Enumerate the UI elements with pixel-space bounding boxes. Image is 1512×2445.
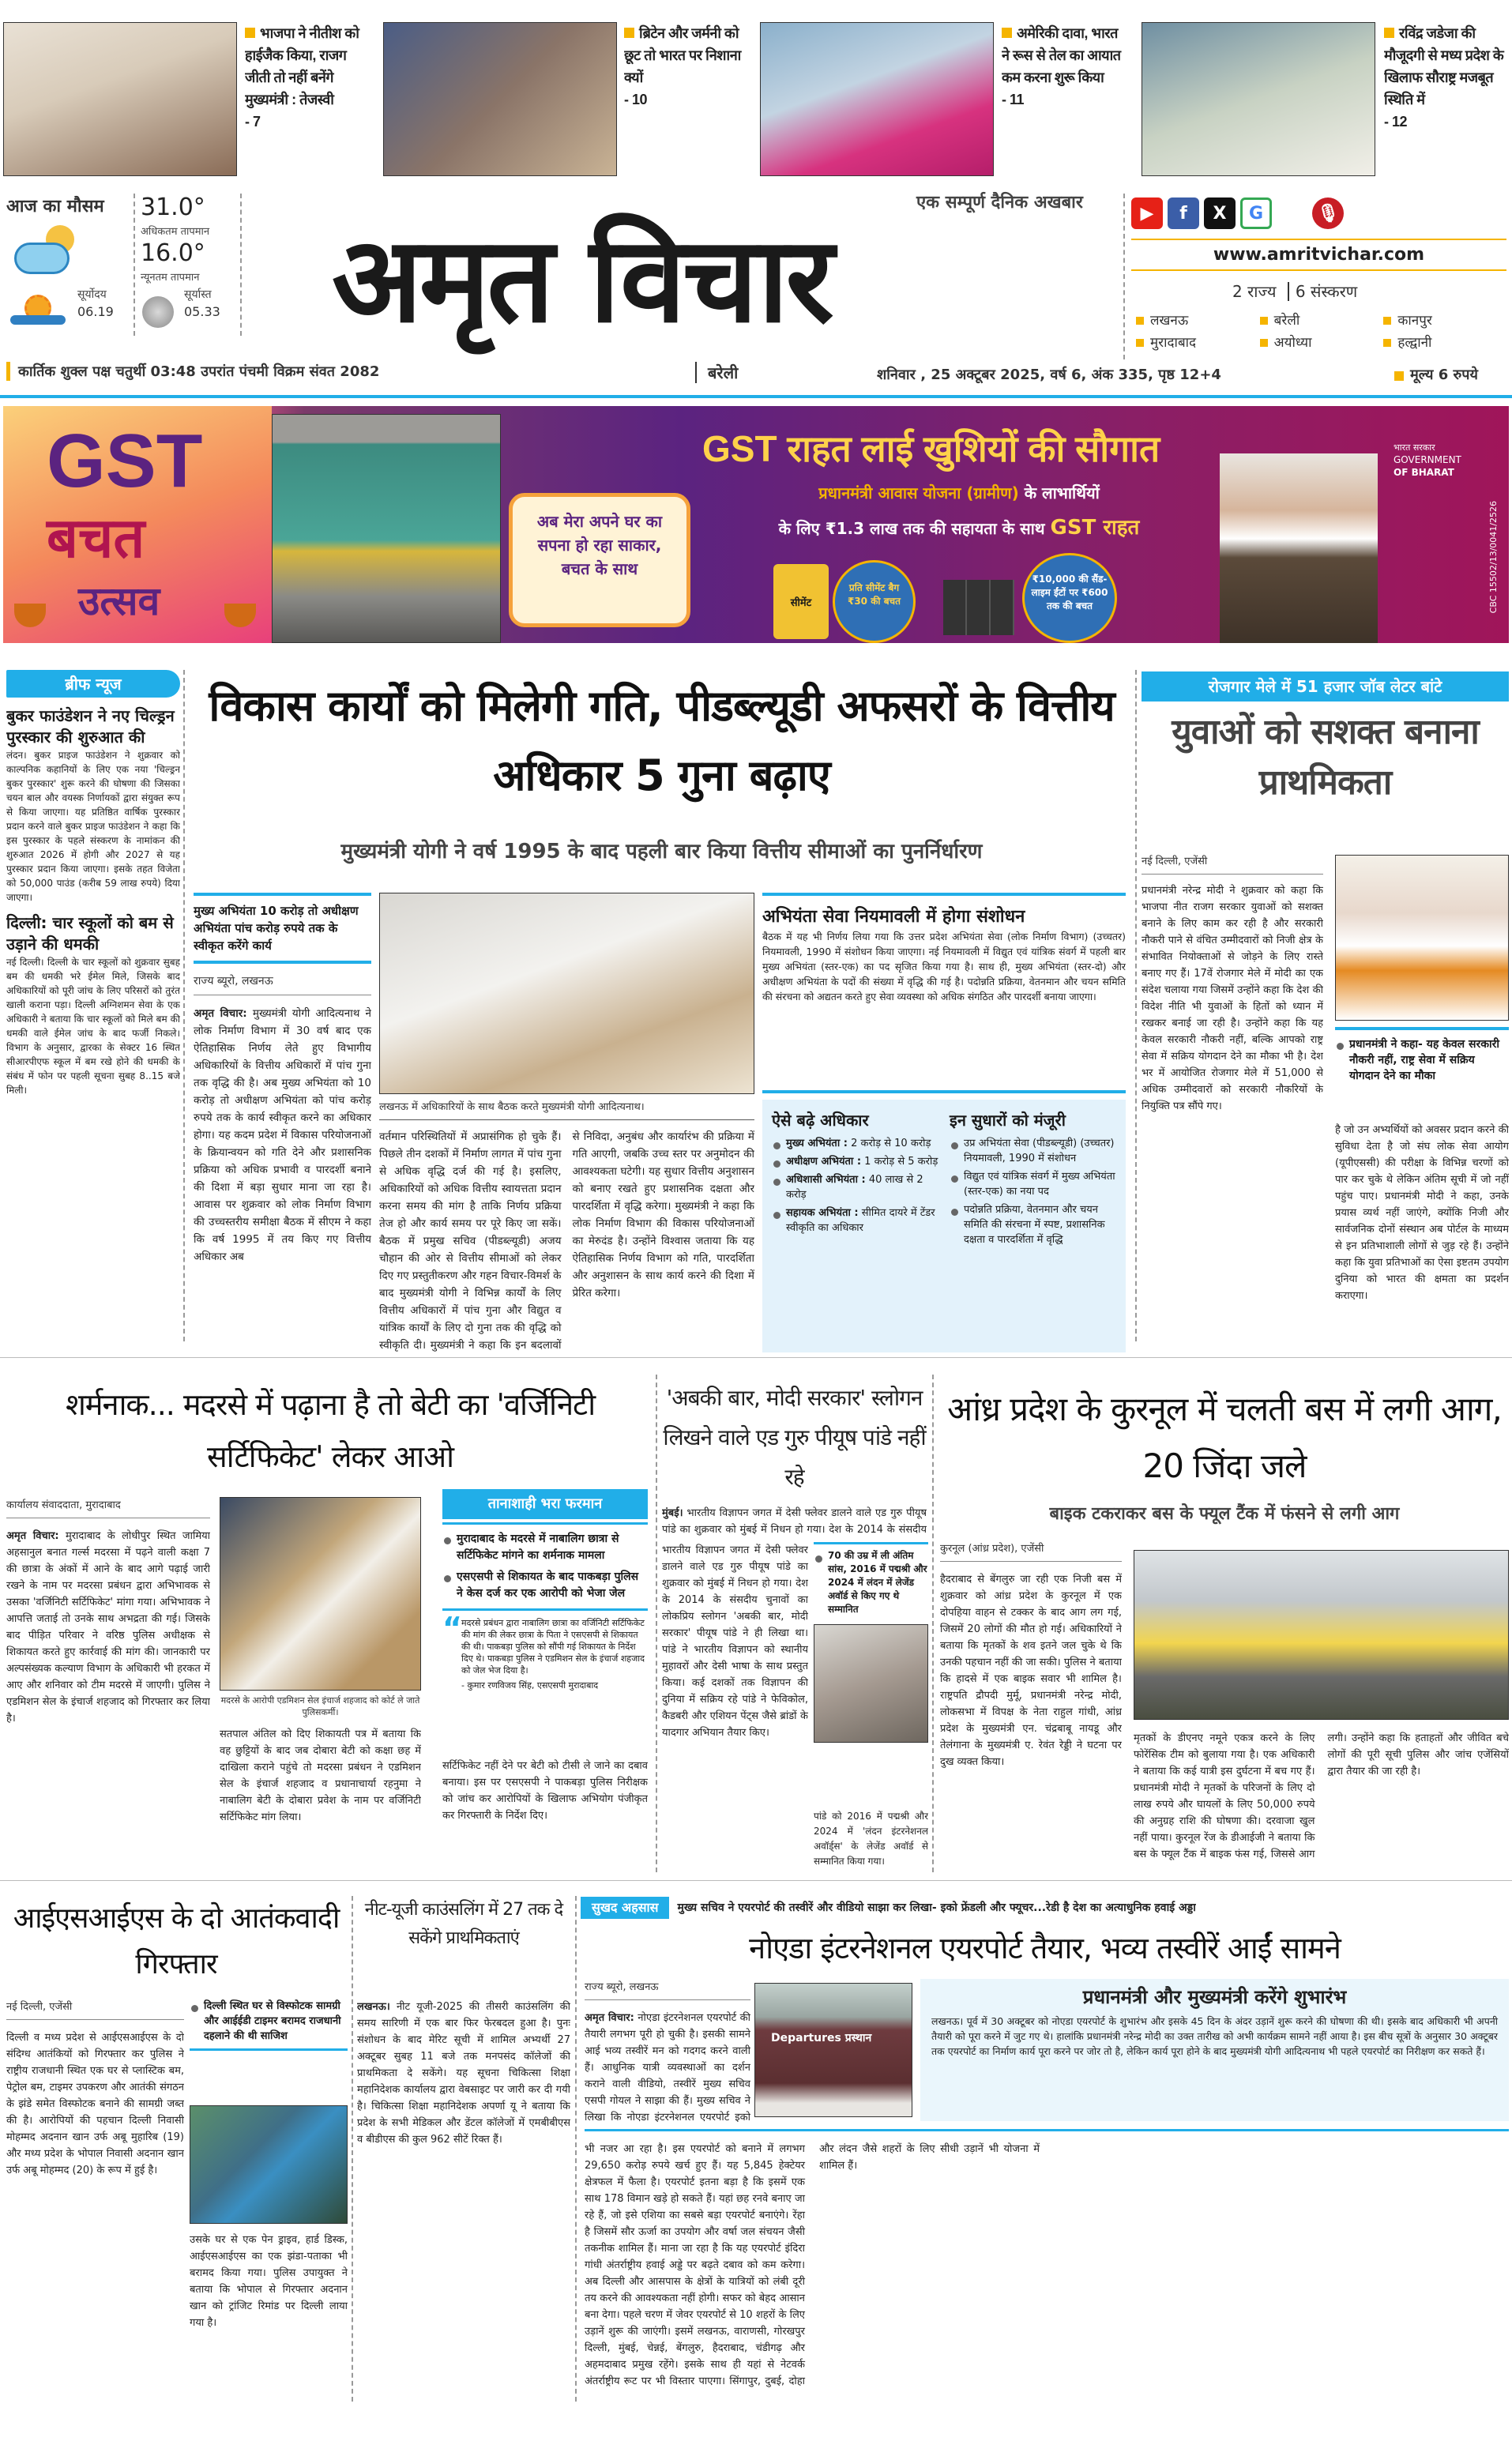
- isis-headline[interactable]: आईएसआईएस के दो आतंकवादी गिरफ्तार: [13, 1902, 340, 1980]
- madrasa-sidebar: [442, 1489, 648, 1750]
- sunrise-icon: [10, 295, 66, 330]
- min-temp-label: न्यूनतम तापमान: [141, 272, 200, 284]
- jobs-callout-box: [1335, 1027, 1509, 1114]
- cloud-sun-icon: [14, 225, 85, 280]
- airport-photo: [754, 1983, 912, 2117]
- airport-kicker-text: मुख्य सचिव ने एयरपोर्ट की तस्वीरें और वीडियो साझा कर लिखा- इको फ्रेंडली और फ्यूचर...रेडी है देश का अत्याधुनिक हवाई अड्डा: [677, 1901, 1196, 1914]
- power-label: अधीक्षण अभियंता :: [786, 1156, 862, 1168]
- gst-advertisement[interactable]: [3, 406, 1509, 643]
- jobs-col-1: [1142, 853, 1323, 1347]
- madrasa-quote-box: [442, 1611, 648, 1691]
- madrasa-sidebar-item: एसएसपी से शिकायत के बाद पाकबड़ा पुलिस ने केस दर्ज कर एक आरोपी को भेजा जेल: [442, 1569, 648, 1602]
- powers-title: ऐसे बढ़े अधिकार: [772, 1111, 869, 1130]
- city-item: बरेली: [1260, 310, 1384, 332]
- isis-body: दिल्ली व मध्य प्रदेश से आईएसआईएस के दो संदिग्ध आतंकियों को गिरफ्तार कर पुलिस ने राष्ट्रीय राजधानी स्थित एक घर से प्लास्टिक बम, पेट्रोल बम, टाइमर उपकरण और आतंकी संगठन के झंडे समेत विस्फोटक बनाने की सामग्री जब्त की है। आरोपियों की पहचान दिल्ली निवासी मोहम्मद अदनान खान उर्फ अबू मुहारिब (19) और मध्य प्रदेश के भोपाल निवासी अदनान खान उर्फ अबू मोहम्मद (20) के रूप में हुई है।: [6, 2032, 184, 2176]
- teaser-page: - 7: [245, 114, 261, 130]
- power-value: 2 करोड़ से 10 करोड़: [851, 1138, 931, 1149]
- isis-photo: [190, 2105, 348, 2224]
- jobs-headline[interactable]: युवाओं को सशक्त बनाना प्राथमिकता: [1172, 712, 1479, 803]
- sunset-time: 05.33: [184, 304, 220, 319]
- cement-offer: प्रति सीमेंट बैग ₹30 की बचत: [833, 560, 916, 643]
- madrasa-body-3: सर्टिफिकेट नहीं देने पर बेटी को टीसी ले जाने का दबाव बनाया। इस पर एसएसपी ने पाकबड़ा पुलिस निरीक्षक को जांच कर आरोपियों के खिलाफ अभियोग पंजीकृत कर गिरफ्तारी के निर्देश दिए।: [442, 1760, 648, 1822]
- masthead-logo[interactable]: अमृत विचार: [332, 212, 831, 349]
- lead-subhead: मुख्यमंत्री योगी ने वर्ष 1995 के बाद पहली बार किया वित्तीय सीमाओं का पुनर्निर्धारण: [340, 840, 983, 863]
- lead-byline: राज्य ब्यूरो, लखनऊ: [194, 973, 371, 995]
- airport-body-4: सफर को बेहद आसान बना देगा। पहले चरण में जेवर एयरपोर्ट से 10 शहरों के लिए उड़ानें शुरू की जाएंगी। इसमें लखनऊ, वाराणसी, गोरखपुर दिल्ली, मुंबई, चेन्नई, बेंगलुरु, हैदराबाद, चंडीगढ़ और अहमदाबाद प्रमुख रहेंगे। इसके साथ ही यहां से नेटवर्क अंतर्राष्ट्रीय रूट पर भी विस्तार पाएगा। सिंगापुर, दुबई, दोहा और लंदन जैसे शहरों के लिए सीधी उड़ानें भी योजना में शामिल हैं।: [585, 2143, 1040, 2387]
- box-rules-title: अभियंता सेवा नियमावली में होगा संशोधन: [762, 907, 1025, 927]
- bus-fire-photo: [1134, 1550, 1509, 1720]
- brief-body: लंदन। बुकर प्राइज फाउंडेशन ने शुक्रवार को काल्पनिक कहानियों के लिए एक नया 'चिल्ड्रन बुकर पुरस्कार' शुरू करने की घोषणा की जिसका चयन बाल और वयस्क निर्णायकों द्वारा संयुक्त रूप से किया जाएगा। यह प्रतिष्ठित वार्षिक पुरस्कार प्रदान करने वाले बुकर प्राइज फाउंडेशन ने कहा कि इस पुरस्कार के पहले संस्करण के नामांकन की शुरुआत 2026 में होगी और 2027 से यह पुरस्कार प्रदान किया जाएगा। इसके तहत विजेता को 50,000 पाउंड (करीब 59 लाख रुपये) दिया जाएगा।: [6, 750, 180, 903]
- header-divider: [1123, 194, 1125, 359]
- brief-body: नई दिल्ली। दिल्ली के चार स्कूलों को शुक्रवार सुबह बम की धमकी भरे ईमेल मिले, जिसके बाद अधिकारियों को पूरी जांच के लिए परिसरों को तुरंत खाली कराना पड़ा। दिल्ली अग्निशमन सेवा के एक अधिकारी ने बताया कि चार स्कूलों को मिले बम की धमकी वाले ईमेल जांच के बाद फर्जी निकले। विभाग के अनुसार, द्वारका के सेक्टर 16 स्थित सीआरपीएफ स्कूल में बम रखे होने की धमकी के संबंध में फोन पर पहली सूचना सुबह 8..15 बजे मिली।: [6, 957, 180, 1096]
- teaser-page: - 10: [624, 92, 648, 107]
- lead-box-rules: [762, 893, 1126, 1090]
- airport-body-2: भी नजर आ रहा है। इस एयरपोर्ट को बनाने में लगभग 29,650 करोड़ रुपये खर्च हुए हैं। यह 5,845 हेक्टेयर क्षेत्रफल में फैला है। एयरपोर्ट इतना बड़ा है कि इसमें एक साथ 178 विमान खड़े हो सकते हैं। यहां छह रनवे बनाए जा रहे हैं, जो इसे एशिया का सबसे बड़ा एयरपोर्ट बनाएंगे।: [585, 2143, 805, 2221]
- isis-highlight: दिल्ली स्थित घर से विस्फोटक सामग्री और आईईडी टाइमर बरामद राजधानी दहलाने की थी साजिश: [190, 1999, 348, 2044]
- column-divider: [575, 1896, 577, 2402]
- brief-news-label: ब्रीफ न्यूज: [6, 670, 180, 698]
- teaser-2[interactable]: [624, 22, 750, 176]
- masthead-tagline: एक सम्पूर्ण दैनिक अखबार: [916, 193, 1083, 213]
- airport-headline[interactable]: नोएडा इंटरनेशनल एयरपोर्ट तैयार, भव्य तस्वीरें आईं सामने: [749, 1931, 1341, 1965]
- bullet-icon: [245, 28, 255, 38]
- gov-hindi: भारत सरकार: [1394, 442, 1435, 453]
- teaser-3[interactable]: [1002, 22, 1128, 176]
- power-value: 1 करोड़ से 5 करोड़: [864, 1156, 938, 1168]
- cement-bag: सीमेंट: [773, 564, 829, 639]
- moon-icon: [142, 296, 174, 328]
- editions-count: 6 संस्करण: [1295, 282, 1358, 301]
- airport-inauguration-box: [920, 1979, 1509, 2121]
- power-label: सहायक अभियंता :: [786, 1207, 859, 1219]
- box-rules-body: बैठक में यह भी निर्णय लिया गया कि उत्तर प्रदेश अभियंता सेवा (लोक निर्माण विभाग) (उच्चतर) नियमावली, 1990 में संशोधन किया जाएगा। नई नियमावली में विद्युत एवं यांत्रिक संवर्ग में पहली बार मुख्य अभियंता (स्तर-एक) का पद सृजित किया गया है। साथ ही, मुख्य अभियंता (स्तर-दो) और अधीक्षण अभियंता के पदों की संख्या में वृद्धि की गई है। पदोन्नति प्रक्रिया, वेतनमान और चयन समिति की संरचना को अद्यतन करते हुए सेवा व्यवस्था को अधिक संगठित और पारदर्शी बनाया जाएगा।: [762, 931, 1126, 1002]
- max-temp-label: अधिकतम तापमान: [141, 226, 210, 238]
- isis-body-continued: उसके घर से एक पेन ड्राइव, हार्ड डिस्क, आईएसआईएस का एक झंडा-पताका भी बरामद किया गया। पुलिस उपायुक्त ने बताया कि भोपाल से गिरफ्तार अदनान खान को ट्रांजिट रिमांड पर दिल्ली लाया गया है।: [190, 2234, 348, 2329]
- teaser-page: - 11: [1002, 92, 1025, 107]
- bus-byline: कुरनूल (आंध्र प्रदेश), एजेंसी: [940, 1540, 1122, 1562]
- brick-offer: ₹10,000 की सैंड-लाइम ईंटों पर ₹600 तक की बचत: [1022, 553, 1117, 643]
- sunrise-time: 06.19: [77, 304, 114, 319]
- gov-en-1: GOVERNMENT: [1394, 454, 1461, 465]
- piyush-headline[interactable]: 'अबकी बार, मोदी सरकार' स्लोगन लिखने वाले एड गुरु पीयूष पांडे नहीं रहे: [663, 1385, 926, 1490]
- reform-item: पदोन्नति प्रक्रिया, वेतनमान और चयन समिति की संरचना में स्पष्ट, प्रशासनिक दक्षता व पारदर्शिता में वृद्धि: [950, 1202, 1116, 1247]
- teaser-title: अमेरिकी दावा, भारत ने रूस से तेल का आयात कम करना शुरू किया: [1002, 25, 1121, 85]
- madrasa-quote-author: - कुमार रणविजय सिंह, एसएसपी मुरादाबाद: [461, 1680, 599, 1691]
- lede-label: अमृत विचार:: [585, 2012, 634, 2024]
- piyush-body-continued: भारतीय विज्ञापन जगत में देसी फ्लेवर डालने वाले एड गुरु पीयूष पांडे का शुक्रवार को मुंबई में निधन हो गया। देश के 2014 के संसदीय चुनावों का लोकप्रिय स्लोगन 'अबकी बार, मोदी सरकार' पीयूष पांडे ने ही लिखा था। पांडे ने भारतीय विज्ञापन को स्थानीय मुहावरों और देसी भाषा के साथ प्रस्तुत किया। कई दशकों तक विज्ञापन की दुनिया में सक्रिय रहे पांडे ने फेविकोल, कैडबरी और एशियन पेंट्स जैसे ब्रांडों के यादगार अभियान तैयार किए।: [662, 1544, 808, 1739]
- ad-bachat: बचत: [47, 506, 145, 570]
- airport-box-body: लखनऊ। पूर्व में 30 अक्टूबर को नोएडा एयरपोर्ट के शुभारंभ और इसके 45 दिन के अंदर उड़ानें शुरू करने की घोषणा की थी। इसके बाद अधिकारी भी अपनी तैयारी को पूरा करने में जुट गए थे। हालांकि प्रधानमंत्री नरेन्द्र मोदी का उक्त तारीख को अभी कार्यक्रम सामने नहीं आया है। इस बीच सूत्रों के अनुसार 30 अक्टूबर तक एयरपोर्ट का निर्माण कार्य पूरा करने पर जोर तो है, लेकिन कार्य पूरा होने के बाद मुख्यमंत्री योगी आदित्यनाथ भी पहले एयरपोर्ट का निरीक्षण कर सकते हैं।: [931, 2015, 1498, 2057]
- airport-byline: राज्य ब्यूरो, लखनऊ: [585, 1979, 750, 2000]
- teaser-title: भाजपा ने नीतीश को हाईजैक किया, राजग जीती तो नहीं बनेंगे मुख्यमंत्री : तेजस्वी: [245, 25, 359, 107]
- states-count: 2 राज्य: [1232, 282, 1277, 301]
- teaser-1[interactable]: [245, 22, 371, 176]
- piyush-callout-box: [814, 1542, 928, 1803]
- ad-quote: अब मेरा अपने घर का सपना हो रहा साकार, बचत के साथ: [509, 493, 690, 627]
- departures-sign-hindi: प्रस्थान: [844, 2032, 872, 2044]
- brief-title[interactable]: दिल्ली: चार स्कूलों को बम से उड़ाने की धमकी: [6, 913, 174, 954]
- weather-widget: [6, 194, 243, 336]
- weather-title: आज का मौसम: [6, 197, 104, 216]
- bullet-icon: [1384, 28, 1394, 38]
- column-divider: [183, 670, 185, 1341]
- madrasa-photo: [220, 1497, 421, 1691]
- lead-box-powers: [762, 1100, 1126, 1352]
- quote-mark-icon: “: [442, 1611, 462, 1646]
- teaser-strip: [0, 22, 1512, 176]
- airport-body-3: रेंहा है जिसमें सौर ऊर्जा का उपयोग और वर्षा जल संचयन जैसी तकनीक शामिल हैं। माना जा रहा है कि यह एयरपोर्ट इंदिरा गांधी अंतर्राष्ट्रीय हवाई अड्डे पर बढ़ते दबाव को कम करेगा। अब दिल्ली और आसपास के क्षेत्रों के यात्रियों को लंबी दूरी तय करने की आवश्यकता नहीं होगी।: [585, 2210, 805, 2304]
- edition-city: बरेली: [695, 362, 738, 383]
- madrasa-body-continued: सतपाल अंतिल को दिए शिकायती पत्र में बताया कि वह छुट्टियों के बाद जब दोबारा बेटी को कक्षा छह में दाखिला कराने पहुंचे तो मदरसा प्रबंधन ने एडमिशन सेल के इंचार्ज शहजाद व प्रधानाचार्या रहनुमा ने नाबालिग बेटी के दोबारा प्रवेश के नाम पर वर्जिनिटी सर्टिफिकेट मांग लिया।: [220, 1728, 421, 1823]
- ad-utsav: उत्सव: [78, 578, 160, 624]
- teaser-4[interactable]: [1384, 22, 1510, 176]
- section-rule: [0, 1357, 1512, 1358]
- price: मूल्य 6 रुपये: [1410, 367, 1478, 383]
- masthead-rule: [0, 395, 1512, 398]
- min-temp: 16.0°: [141, 239, 205, 267]
- madrasa-body: मुरादाबाद के लोधीपुर स्थित जामिया अहसानुल बनात गर्ल्स मदरसा में पढ़ने वाली कक्षा 7 की छात्रा के अंकों में आने के बाद आगे पढ़ाई जारी रखने के नाम पर मदरसा प्रबंधन द्वारा अभिभावक से उसका 'वर्जिनिटी सर्टिफिकेट' मांगा गया। अभिभावक ने आपत्ति जताई तो उनके साथ अभद्रता की गई। जिसके बाद पीड़ित परिवार ने वरिष्ठ पुलिस अधीक्षक से शिकायत करते हुए कार्रवाई की मांग की। जानकारी पर अल्पसंख्यक कल्याण विभाग के अधिकारी भी हरकत में आए और शनिवार को टीम मदरसे में जाएगी। पुलिस ने एडमिशन सेल के इंचार्ज शहजाद को गिरफ्तार कर लिया है।: [6, 1530, 210, 1725]
- teaser-title: रविंद्र जडेजा की मौजूदगी से मध्य प्रदेश के खिलाफ सौराष्ट्र मजबूत स्थिति में: [1384, 25, 1504, 107]
- city-item: कानपुर: [1383, 310, 1507, 332]
- lead-highlight: मुख्य अभियंता 10 करोड़ तो अधीक्षण अभियंता पांच करोड़ रुपये तक के स्वीकृत करेंगे कार्य: [194, 904, 359, 953]
- dateline: शनिवार , 25 अक्टूबर 2025, वर्ष 6, अंक 335, पृष्ठ 12+4: [877, 367, 1221, 383]
- isis-byline: नई दिल्ली, एजेंसी: [6, 1999, 184, 2020]
- power-label: अधिशासी अभियंता :: [786, 1174, 866, 1186]
- ad-code: CBC 15502/13/0041/2526: [1488, 501, 1499, 614]
- bullet-icon: [624, 28, 634, 38]
- reform-item: विद्युत एवं यांत्रिक संवर्ग में मुख्य अभियंता (स्तर-एक) का नया पद: [950, 1169, 1116, 1199]
- teaser-photo-tejashwi: [3, 22, 237, 176]
- city-item: मुरादाबाद: [1136, 332, 1260, 354]
- bus-col-1: [940, 1540, 1122, 1870]
- microphone-icon: 🎙: [1312, 197, 1344, 229]
- bus-body-continued: [1134, 1730, 1509, 1872]
- jobs-callout: प्रधानमंत्री ने कहा- यह केवल सरकारी नौकरी नहीं, राष्ट्र सेवा में सक्रिय योगदान देने का मौका: [1335, 1036, 1509, 1084]
- youtube-icon[interactable]: ▶: [1131, 197, 1163, 229]
- lead-photo-caption: लखनऊ में अधिकारियों के साथ बैठक करते मुख्यमंत्री योगी आदित्यनाथ।: [379, 1100, 754, 1120]
- lede-label: अमृत विचार:: [6, 1530, 59, 1542]
- bus-body: हैदराबाद से बेंगलुरु जा रही एक निजी बस में शुक्रवार को आंध्र प्रदेश के कुरनूल में एक दोपहिया वाहन से टक्कर के बाद आग लग गई, जिसमें 20 लोगों की मौत हो गई। अधिकारियों ने बताया कि मृतकों के शव इतने जल चुके थे कि उनकी पहचान नहीं की जा सकी। पुलिस ने बताया कि हादसे में एक बाइक सवार भी शामिल है। राष्ट्रपति द्रौपदी मुर्मू, प्रधानमंत्री नरेन्द्र मोदी, लोकसभा में विपक्ष के नेता राहुल गांधी, आंध्र प्रदेश के मुख्यमंत्री एन. चंद्रबाबू नायडू और तेलंगाना के मुख्यमंत्री ए. रेवंत रेड्डी ने घटना पर दुख व्यक्त किया।: [940, 1574, 1122, 1768]
- facebook-icon[interactable]: f: [1168, 197, 1199, 229]
- column-divider: [932, 1375, 934, 1872]
- madrasa-photo-caption: मदरसे के आरोपी एडमिशन सेल इंचार्ज शहजाद को कोर्ट ले जाते पुलिसकर्मी।: [220, 1695, 420, 1717]
- power-label: मुख्य अभियंता :: [786, 1138, 848, 1149]
- madrasa-col-1: [6, 1497, 210, 1876]
- jobs-body-continued: है जो उन अभ्यर्थियों को अवसर प्रदान करने की सुविधा देता है जो संघ लोक सेवा आयोग (यूपीएससी) की परीक्षा के विभिन्न चरणों को पार कर चुके थे लेकिन अंतिम सूची में जो नहीं पहुंच पाए। प्रधानमंत्री मोदी ने कहा, उनके प्रयास व्यर्थ नहीं जाएंगे, क्योंकि निजी और सार्वजनिक दोनों संस्थान अब पोर्टल के माध्यम से इन प्रतिभाशाली लोगों से जुड़ रहे हैं। उन्होंने कहा कि युवा प्रतिभाओं का ऐसा इष्टतम उपयोग दुनिया को भारत की क्षमता का प्रदर्शन कराएगा।: [1335, 1124, 1509, 1302]
- piyush-callout: 70 की उम्र में ली अंतिम सांस, 2016 में पद्मश्री और 2024 में लंदन में लेजेंड अवॉर्ड से किए गए थे सम्मानित: [814, 1549, 928, 1616]
- brief-title[interactable]: बुकर फाउंडेशन ने नए चिल्ड्रन पुरस्कार की शुरुआत की: [6, 706, 175, 747]
- x-icon[interactable]: X: [1204, 197, 1236, 229]
- google-icon[interactable]: G: [1240, 197, 1272, 229]
- bullet-icon: [1002, 28, 1012, 38]
- jobs-kicker: रोजगार मेले में 51 हजार जॉब लेटर बांटे: [1142, 671, 1509, 702]
- ad-house-photo: [272, 414, 501, 643]
- sunrise-label: सूर्योदय: [77, 288, 107, 301]
- teaser-photo-whitehouse: [760, 22, 994, 176]
- column-divider: [352, 1896, 353, 2402]
- madrasa-sidebar-label: तानाशाही भरा फरमान: [442, 1489, 648, 1519]
- city-item: हल्द्वानी: [1383, 332, 1507, 354]
- jobs-photo: [1335, 855, 1509, 1021]
- madrasa-sidebar-item: मुरादाबाद के मदरसे में नाबालिग छात्रा से सर्टिफिकेट मांगने का शर्मनाक मामला: [442, 1531, 648, 1564]
- neet-body: नीट यूजी-2025 की तीसरी काउंसलिंग की समय सारिणी में एक बार फिर फेरबदल हुआ है। पुनः संशोधन के बाद मेरिट सूची में शामिल अभ्यर्थी 27 अक्टूबर सुबह 11 बजे तक मनपसंद कॉलेजों की प्राथमिकता दे सकेंगे। यह सूचना चिकित्सा शिक्षा महानिदेशक कार्यालय द्वारा वेबसाइट पर जारी कर दी गयी है। चिकित्सा शिक्षा महानिदेशक अपर्णा यू ने बताया कि प्रदेश के सभी मेडिकल और डेंटल कॉलेजों में एमबीबीएस व बीडीएस की कुल 962 सीटें रिक्त हैं।: [357, 2001, 570, 2146]
- max-temp: 31.0°: [141, 194, 205, 221]
- weather-divider: [240, 194, 242, 336]
- jobs-byline: नई दिल्ली, एजेंसी: [1142, 853, 1323, 875]
- bus-body-2: मृतकों के डीएनए नमूने एकत्र करने के लिए फोरेंसिक टीम को बुलाया गया है। एक अधिकारी ने बताया कि कई यात्री इस दुर्घटना में बच गए हैं। प्रधानमंत्री मोदी ने मृतकों के परिजनों के लिए दो लाख रुपये और घायलों के लिए 50,000 रुपये की अनुग्रह राशि की घोषणा की।: [1134, 1732, 1315, 1827]
- ad-scheme-name: प्रधानमंत्री आवास योजना (ग्रामीण): [818, 483, 1019, 502]
- separator-square: [1394, 371, 1404, 381]
- airport-body: नोएडा इंटरनेशनल एयरपोर्ट की तैयारी लगभग पूरी हो चुकी है। इसकी सामने आई भव्य तस्वीरें मन को गदगद करने वाली हैं। आधुनिक यात्री व्यवस्थाओं का दर्शन कराने वाली वीडियो, तस्वीरें मुख्य सचिव एसपी गोयल ने साझा की हैं। मुख्य सचिव ने लिखा कि नोएडा इंटरनेशनल एयरपोर्ट इको: [585, 2012, 750, 2123]
- airport-box-title: प्रधानमंत्री और मुख्यमंत्री करेंगे शुभारंभ: [1082, 1986, 1347, 2008]
- gov-logo: [1394, 442, 1480, 489]
- column-divider: [1135, 670, 1137, 1341]
- lead-col-1: [194, 893, 371, 1351]
- lead-photo: [379, 893, 754, 1094]
- lead-body-continued: वर्तमान परिस्थितियों में अप्रासंगिक हो चुके हैं। पिछले तीन दशकों में निर्माण लागत में पांच गुना से अधिक वृद्धि दर्ज की गई है। इसलिए, अधिकारियों को अधिक वित्तीय स्वायत्तता प्रदान करना समय की मांग है ताकि निर्णय प्रक्रिया तेज हो और कार्य समय पर पूरे किए जा सकें। बैठक में प्रमुख सचिव (पीडब्ल्यूडी) अजय चौहान की ओर से वित्तीय सीमाओं को लेकर दिए गए प्रस्तुतीकरण और गहन विचार-विमर्श के बाद मुख्यमंत्री योगी ने विभिन्न कार्यों के लिए वित्तीय अधिकारों में पांच गुना और विद्युत व यांत्रिक कार्यों के लिए दो गुना तक की वृद्धि को स्वीकृति दी। मुख्यमंत्री ने कहा कि इन बदलावों से निविदा, अनुबंध और कार्यारंभ की प्रक्रिया में गति आएगी, जबकि उच्च स्तर पर अनुमोदन की आवश्यकता घटेगी। यह सुधार वित्तीय अनुशासन को बनाए रखते हुए प्रशासनिक दक्षता और पारदर्शिता में वृद्धि करेगा। मुख्यमंत्री ने कहा कि लोक निर्माण विभाग की विकास परियोजनाओं का मेरुदंड है। उन्होंने विश्वास जताया कि यह ऐतिहासिक निर्णय विभाग को गति, पारदर्शिता और अनुशासन के साथ कार्य करने की दिशा में प्रेरित करेगा।: [379, 1130, 754, 1352]
- power-value: 40 लाख से 2 करोड़: [786, 1174, 923, 1201]
- bus-subhead: बाइक टकराकर बस के फ्यूल टैंक में फंसने से लगी आग: [1049, 1504, 1400, 1524]
- weather-divider: [134, 194, 135, 336]
- bricks-image: [943, 580, 1014, 635]
- airport-col-1: [585, 1979, 750, 2126]
- teaser-photo-cricket: [1142, 22, 1375, 176]
- panchang-line: कार्तिक शुक्ल पक्ष चतुर्थी 03:48 उपरांत पंचमी विक्रम संवत 2082: [6, 362, 670, 381]
- power-value: सीमित दायरे में टेंडर स्वीकृति का अधिकार: [786, 1207, 935, 1234]
- ad-gst-relief: GST राहत: [1050, 516, 1140, 540]
- isis-highlight-box: [190, 1999, 348, 2101]
- ad-line-2: [714, 512, 1204, 540]
- ad-subsidy: के लिए ₹1.3 लाख तक की सहायता के साथ: [778, 519, 1045, 538]
- lead-body: मुख्यमंत्री योगी आदित्यनाथ ने लोक निर्माण विभाग में 30 वर्ष बाद एक ऐतिहासिक निर्णय लेते हुए विभागीय अधिकारियों के वित्तीय अधिकारों में पांच गुना तक वृद्धि की है। अब मुख्य अभियंता को 10 करोड़ तो अधीक्षण अभियंता को पांच करोड़ रुपये तक के कार्य स्वीकृत करने का अधिकार होगा। यह कदम प्रदेश में विकास परियोजनाओं के क्रियान्वयन को गति देने और प्रशासनिक प्रक्रिया को अधिक प्रभावी व पारदर्शी बनाने की दिशा में बड़ा सुधार माना जा रहा है। आवास पर शुक्रवार को लोक निर्माण विभाग की उच्चस्तरीय समीक्षा बैठक में सीएम ने कहा कि वर्ष 1995 में तय किए गए वित्तीय अधिकार अब: [194, 1007, 371, 1263]
- ad-headline: GST राहत लाई खुशियों की सौगात: [702, 428, 1160, 469]
- brief-news: [6, 670, 180, 1341]
- ad-beneficiaries: के लाभार्थियों: [1024, 483, 1100, 502]
- box-rule: [762, 1090, 1126, 1093]
- piyush-photo: [814, 1624, 928, 1743]
- isis-col-1: [6, 1999, 184, 2428]
- sunset-label: सूर्यास्त: [184, 288, 212, 301]
- teaser-photo-meeting: [383, 22, 617, 176]
- city-item: अयोध्या: [1260, 332, 1384, 354]
- piyush-body: भारतीय विज्ञापन जगत में देसी फ्लेवर डालने वाले एड गुरु पीयूष पांडे का शुक्रवार को मुंबई में निधन हो गया। देश के 2014 के संसदीय: [662, 1507, 927, 1536]
- lede-label: मुंबई।: [662, 1507, 683, 1519]
- website-link[interactable]: www.amritvichar.com: [1131, 239, 1506, 271]
- reforms-title: इन सुधारों को मंजूरी: [950, 1111, 1066, 1130]
- gov-en-2: OF BHARAT: [1394, 467, 1454, 478]
- ad-pm-photo: [1220, 453, 1378, 643]
- teaser-page: - 12: [1384, 114, 1408, 130]
- city-item: लखनऊ: [1136, 310, 1260, 332]
- social-links: [1131, 197, 1510, 229]
- lead-headline[interactable]: विकास कार्यों को मिलेगी गति, पीडब्ल्यूडी अफसरों के वित्तीय अधिकार 5 गुना बढ़ाए: [209, 681, 1115, 800]
- reform-item: उप्र अभियंता सेवा (पीडब्ल्यूडी) (उच्चतर) नियमावली, 1990 में संशोधन: [950, 1136, 1116, 1166]
- edition-cities: [1136, 310, 1507, 354]
- airport-kicker: सुखद अहसास: [581, 1897, 669, 1919]
- airport-kicker-row: [581, 1896, 1509, 1920]
- departures-sign: Departures: [771, 2032, 841, 2044]
- bus-headline[interactable]: आंध्र प्रदेश के कुरनूल में चलती बस में लगी आग, 20 जिंदा जले: [947, 1390, 1502, 1485]
- madrasa-byline: कार्यालय संवाददाता, मुरादाबाद: [6, 1497, 210, 1518]
- madrasa-quote: मदरसे प्रबंधन द्वारा नाबालिग छात्रा का वर्जिनिटी सर्टिफिकेट की मांग की लेकर छात्रा के पिता ने एसएसपी से शिकायत की थी। पाकबड़ा पुलिस को सौंपी गई शिकायत के निर्देश दिए थे। पाकबड़ा पुलिस ने एडमिशन सेल के इंचार्ज शहजाद को जेल भेज दिया है।: [461, 1618, 645, 1676]
- lede-label: अमृत विचार:: [194, 1007, 247, 1020]
- airport-body-continued: [585, 2141, 1509, 2406]
- section-rule: [0, 1880, 1512, 1881]
- piyush-body-2: पांडे को 2016 में पद्मश्री और 2024 में 'लंदन इंटरनेशनल अवॉर्ड्स' के लेजेंड अवॉर्ड से सम्मानित किया गया।: [814, 1811, 928, 1867]
- neet-headline[interactable]: नीट-यूजी काउंसलिंग में 27 तक दे सकेंगे प्राथमिकताएं: [364, 1900, 563, 1948]
- ad-line-1: [714, 482, 1204, 503]
- teaser-title: ब्रिटेन और जर्मनी को छूट तो भारत पर निशाना क्यों: [624, 25, 741, 85]
- airport-rule: [585, 2129, 1509, 2131]
- edition-count: [1232, 280, 1357, 302]
- ad-gst-logo: GST: [47, 419, 203, 503]
- madrasa-headline[interactable]: शर्मनाक... मदरसे में पढ़ाना है तो बेटी का 'वर्जिनिटी सर्टिफिकेट' लेकर आओ: [65, 1387, 596, 1474]
- bus-body-3: दरवाजा खुल नहीं पाया। कुरनूल रेंज के डीआईजी ने बताया कि बस के फ्यूल टैंक में बाइक फंस गई, जिससे आग लगी। उन्होंने कहा कि हताहतों और जीवित बचे लोगों की पूरी सूची पुलिस और जांच एजेंसियों द्वारा तैयार की जा रही है।: [1134, 1732, 1509, 1860]
- lede-label: लखनऊ।: [357, 2001, 390, 2013]
- column-divider: [656, 1375, 657, 1872]
- jobs-body: प्रधानमंत्री नरेन्द्र मोदी ने शुक्रवार को कहा कि भाजपा नीत राजग सरकार युवाओं को सशक्त बनाने के लिए काम कर रही है और सरकारी नौकरी पाने से वंचित उम्मीदवारों को निजी क्षेत्र के संभावित नियोक्ताओं से जोड़ने के लिए रास्ते बनाए गए हैं। 17वें रोजगार मेले में मोदी का एक संदेश चलाया गया जिसमें उन्होंने कहा कि देश की विदेश नीति भी युवाओं के हितों को ध्यान में रखकर बनाई जा रही है। उन्होंने कहा कि यह केवल सरकारी नौकरी नहीं, बल्कि आपको राष्ट्र सेवा में सक्रिय योगदान देने का मौका भी है। देश भर में आयोजित रोजगार मेले में 51,000 से अधिक उम्मीदवारों को सरकारी नौकरियों के नियुक्ति पत्र सौंपे गए।: [1142, 885, 1323, 1112]
